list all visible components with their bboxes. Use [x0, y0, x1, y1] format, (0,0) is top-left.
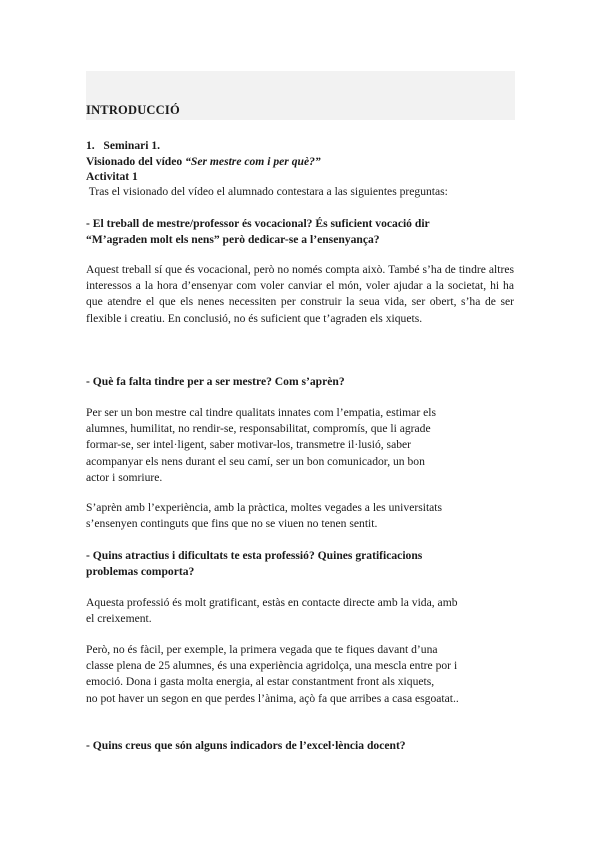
answer-3b-line: no pot haver un segon en que perdes l’ànima, açò fa que arribes a casa esgoatat.. [86, 691, 459, 705]
question-3-line-2: problemas comporta? [86, 565, 195, 579]
question-3-line-1: - Quins atractius i dificultats te esta professió? Quines gratificacions [86, 549, 423, 562]
answer-3-line: Aquesta professió és molt gratificant, estàs en contacte directe amb la vida, amb [86, 596, 458, 609]
answer-3b [86, 642, 514, 707]
video-title: “Ser mestre com i per què?” [185, 155, 321, 168]
seminar-heading [86, 138, 514, 154]
answer-2-line: formar-se, ser intel·ligent, saber motivar-los, transmetre il·lusió, saber [86, 438, 412, 452]
answer-2 [86, 405, 514, 486]
answer-2-line: Per ser un bon mestre cal tindre qualitats innates com l’empatia, estimar els [86, 406, 436, 419]
answer-3b-line: Però, no és fàcil, per exemple, la primera vegada que te fiques davant d’una [86, 643, 438, 656]
question-1-line-2: “M’agraden molt els nens” però dedicar-se a l’ensenyança? [86, 233, 380, 247]
question-2: - Què fa falta tindre per a ser mestre? Com s’aprèn? [86, 375, 345, 388]
question-1-line-1: - El treball de mestre/professor és vocacional? És suficient vocació dir [86, 217, 430, 230]
answer-3-line: el creixement. [86, 612, 152, 626]
page-title: INTRODUCCIÓ [86, 103, 180, 117]
answer-3b-line: classe plena de 25 alumnes, és una experiència agridolça, una mescla entre por i [86, 659, 458, 673]
question-1 [86, 216, 514, 248]
question-3 [86, 548, 514, 580]
answer-3 [86, 595, 514, 627]
answer-2b-line: s’ensenyen continguts que fins que no se viuen no tenen sentit. [86, 517, 378, 531]
instruction-text: Tras el visionado del vídeo el alumnado contestara a las siguientes preguntas: [86, 185, 448, 198]
activity-label: Activitat 1 [86, 170, 138, 183]
answer-3b-line: emoció. Dona i gasta molta energia, al estar constantment front als xiquets, [86, 675, 435, 689]
seminar-label: Seminari 1. [103, 139, 161, 152]
seminar-number: 1. [86, 139, 95, 152]
answer-2b [86, 500, 514, 532]
answer-2b-line: S’aprèn amb l’experiència, amb la pràctica, moltes vegades a les universitats [86, 501, 443, 514]
question-4: - Quins creus que són alguns indicadors de l’excel·lència docent? [86, 739, 406, 752]
answer-2-line: acompanyar els nens durant el seu camí, ser un bon comunicador, un bon [86, 454, 425, 468]
video-prefix: Visionado del vídeo [86, 155, 186, 168]
answer-2-line: actor i somriure. [86, 470, 163, 484]
answer-2-line: alumnes, humilitat, no rendir-se, responsabilitat, compromís, que li agrade [86, 422, 431, 436]
answer-1: Aquest treball sí que és vocacional, però no només compta això. També s’ha de tindre altres interessos a la hora d’ensenyar com voler canviar el món, voler ajudar a la societat, hi ha que atendre el que els nenes necessiten per construir la seua vida, ser obert, s’ha de ser flexible i creatiu. En conclusió, no és suficient que t’agraden els xiquets. [86, 263, 514, 325]
video-line [86, 154, 514, 170]
